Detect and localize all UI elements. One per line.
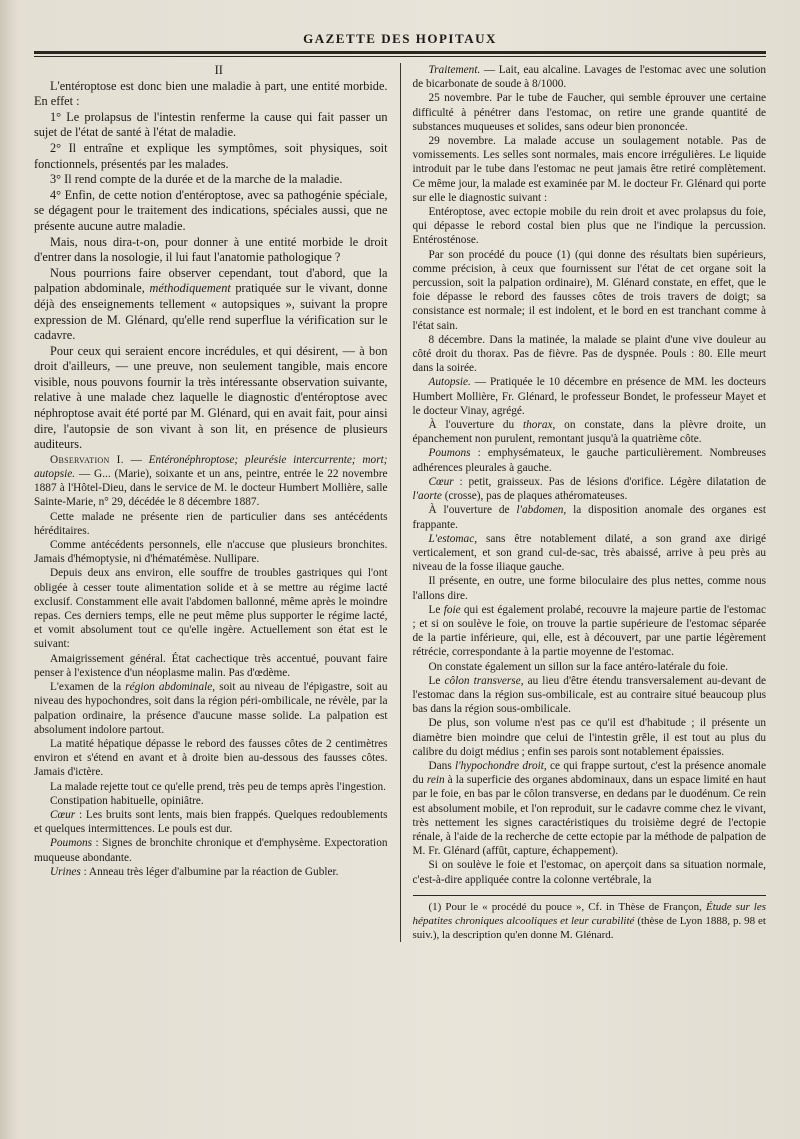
observation-paragraph: L'estomac, sans être notablement dilaté, a son grand axe dirigé verticalement, et son grand cul-de-sac, très abaissé, arrive à peu près au niveau de la fosse iliaque gauche. (412, 532, 766, 574)
observation-paragraph: De plus, son volume n'est pas ce qu'il est d'habitude ; il présente un diamètre bien moindre que celui de l'intestin grêle, il est tout au plus du calibre du doigt médius ; enfin ses parois sont notablement épaissies. (412, 717, 766, 758)
observation-paragraph: Cœur : Les bruits sont lents, mais bien frappés. Quelques redoublements et quelques intermittences. Le pouls est dur. (34, 808, 388, 836)
paragraph: 1° Le prolapsus de l'intestin renferme la cause qui fait passer un sujet de l'état de santé à l'état de maladie. (34, 109, 388, 140)
footnote-rule (413, 895, 767, 896)
observation-paragraph: 25 novembre. Par le tube de Faucher, qui semble éprouver une certaine difficulté à pénétrer dans l'estomac, on retire une grande quantité de substances muqueuses et solides, sans odeur bien prononcée. (412, 92, 766, 133)
footnote: (1) Pour le « procédé du pouce », Cf. in Thèse de Françon, Étude sur les hépatites chroniques alcooliques et leur curabilité (thèse de Lyon 1888, p. 98 et suiv.), la description qu'en donne M. Glénard. (412, 900, 766, 941)
observation-paragraph: Depuis deux ans environ, elle souffre de troubles gastriques qui l'ont obligée à cesser toute alimentation solide et à se mettre au régime lacté exclusif. Constamment elle avait l'abdomen ballonné, même après le moindre repas. Ces derniers temps, elle ne peut même plus supporter le régime lacté, et vomit absolument tout ce qu'elle ingère. Actuellement son état est le suivant: (34, 567, 388, 651)
observation-paragraph: La matité hépatique dépasse le rebord des fausses côtes de 2 centimètres environ et s'étend en avant et à droite bien au-dessous des fausses côtes. Jamais d'ictère. (34, 737, 388, 779)
header-rule-thin (34, 56, 766, 57)
paragraph: 2° Il entraîne et explique les symptômes, soit physiques, soit fonctionnels, présentés par les malades. (34, 140, 388, 171)
two-column-body (34, 63, 766, 942)
observation-paragraph: Autopsie. — Pratiquée le 10 décembre en présence de MM. les docteurs Humbert Mollière, Fr. Glénard, le professeur Bondet, le professeur Mayet et le docteur Vinay, agrégé. (412, 376, 766, 417)
observation-paragraph: L'examen de la région abdominale, soit au niveau de l'épigastre, soit au niveau des hypochondres, soit dans la région péri-ombilicale, ne révèle, par la palpation ordinaire, la présence d'aucune masse solide. La palpation est absolument indolore partout. (34, 681, 388, 736)
observation-paragraph: On constate également un sillon sur la face antéro-latérale du foie. (428, 660, 729, 673)
paragraph: Pour ceux qui seraient encore incrédules, et qui désirent, — à bon droit d'ailleurs, — une preuve, non seulement tangible, mais encore visible, nous pouvons fournir la très intéressante observation suivante, relative à une malade chez laquelle le diagnostic d'entéroptose avec néphroptose avait été porté par M. Glénard, qui en avait fait, pour ainsi dire, l'autopsie de son vivant à son lit, en présence de plusieurs auditeurs. (34, 343, 388, 452)
observation-paragraph: Poumons : Signes de bronchite chronique et d'emphysème. Expectoration muqueuse abondante. (34, 837, 388, 864)
paragraph: Nous pourrions faire observer cependant, tout d'abord, que la palpation abdominale, méthodiquement pratiquée sur le vivant, donne déjà des enseignements tellement « autopsiques », suivant la propre expression de M. Glénard, qu'elle rend superflue la vérification sur le cadavre. (34, 265, 388, 343)
observation-paragraph: 29 novembre. La malade accuse un soulagement notable. Pas de vomissements. Les selles sont normales, mais encore irrégulières. Le liquide introduit par le tube dans l'estomac ne peut jamais être retiré complètement. Ce même jour, la malade est examinée par M. le docteur Fr. Glénard qui porte sur elle le diagnostic suivant : (412, 135, 766, 204)
left-column (34, 63, 400, 942)
observation-paragraph: Si on soulève le foie et l'estomac, on aperçoit dans sa situation normale, c'est-à-dire appliquée contre la colonne vertébrale, la (412, 859, 766, 886)
observation-paragraph: À l'ouverture du thorax, on constate, dans la plèvre droite, un épanchement non purulent, remontant jusqu'à la quatrième côte. (412, 419, 766, 446)
observation-paragraph: À l'ouverture de l'abdomen, la disposition anomale des organes est frappante. (412, 504, 766, 531)
observation-paragraph: Urines : Anneau très léger d'albumine par la réaction de Gubler. (50, 865, 339, 878)
paragraph: 4° Enfin, de cette notion d'entéroptose, avec sa pathogénie spéciale, se dégagent pour le traitement des indications, spéciales aussi, que ne présente aucune autre maladie. (34, 187, 388, 233)
observation-paragraph: Le côlon transverse, au lieu d'être étendu transversalement au-devant de l'estomac dans la région sus-ombilicale, est au contraire situé beaucoup plus bas dans la région sous-ombilicale. (412, 674, 766, 716)
header-rule-thick (34, 51, 766, 54)
observation-block (34, 453, 388, 879)
observation-paragraph: Dans l'hypochondre droit, ce qui frappe surtout, c'est la présence anomale du rein à la superficie des organes abdominaux, dans un espace limité en haut par le foie, en bas par le côlon transverse, en dedans par le duodénum. Ce rein est absolument mobile, et l'on reproduit, sur le cadavre comme chez le vivant, très nettement les signes caractéristiques du troisième degré de l'ectopie rénale, à l'aide de la recherche de cette ectopie par la méthode de palpation de M. Fr. Glénard (affût, capture, échappement). (412, 759, 767, 858)
observation-paragraph: Poumons : emphysémateux, le gauche particulièrement. Nombreuses adhérences pleurales à gauche. (412, 447, 766, 474)
observation-paragraph: La malade rejette tout ce qu'elle prend, très peu de temps après l'ingestion. (50, 780, 386, 793)
running-head: GAZETTE DES HOPITAUX (303, 31, 497, 46)
observation-paragraph: Amaigrissement général. État cachectique très accentué, pouvant faire penser à l'existence d'un néoplasme malin. Pas d'œdème. (34, 652, 388, 679)
observation-paragraph: Comme antécédents personnels, elle n'accuse que plusieurs bronchites. Jamais d'hémoptysie, ni d'hématémèse. Nullipare. (34, 539, 388, 566)
paragraph: L'entéroptose est donc bien une maladie à part, une entité morbide. En effet : (34, 78, 388, 109)
observation-paragraph: Par son procédé du pouce (1) (qui donne des résultats bien supérieurs, comme précision, à ceux que fournissent sur l'état de cet organe soit la percussion, soit la palpation ordinaire), M. Glénard constate, en effet, que le foie dépasse le rebord des fausses côtes de trois travers de doigt; sa consistance est normale; il est indolent, et le bord en est tranchant comme à l'état sain. (412, 248, 766, 332)
observation-heading: Observation I. — Entéronéphroptose; pleurésie intercurrente; mort; autopsie. — G... (Marie), soixante et un ans, peintre, entrée le 22 novembre 1887 à l'Hôtel-Dieu, dans le service de M. le docteur Humbert Mollière, salle Sainte-Marie, n° 29, décédée le 8 décembre 1887. (34, 453, 388, 509)
observation-paragraph: Entéroptose, avec ectopie mobile du rein droit et avec prolapsus du foie, qui dépasse le rebord costal bien plus que ne l'indique la percussion. Entérosténose. (412, 206, 766, 247)
observation-paragraph: Constipation habituelle, opiniâtre. (50, 794, 204, 807)
observation-paragraph: Il présente, en outre, une forme biloculaire des plus nettes, comme nous l'allons dire. (412, 575, 766, 602)
observation-paragraph: Cœur : petit, graisseux. Pas de lésions d'orifice. Légère dilatation de l'aorte (crosse), pas de plaques athéromateuses. (412, 475, 766, 503)
observation-paragraph: Traitement. — Lait, eau alcaline. Lavages de l'estomac avec une solution de bicarbonate de soude à 8/1000. (412, 64, 766, 91)
observation-paragraph: Le foie qui est également prolabé, recouvre la majeure partie de l'estomac ; et si on soulève le foie, on trouve la partie supérieure de l'estomac séparée de la partie inférieure, qui, elle, est à découvert, par une partie légèrement rétrécie, correspondante à la partie moyenne de l'estomac. (412, 603, 766, 659)
section-number: II (214, 63, 223, 77)
paragraph: 3° Il rend compte de la durée et de la marche de la maladie. (50, 172, 343, 187)
observation-paragraph: Cette malade ne présente rien de particulier dans ses antécédents héréditaires. (34, 510, 388, 537)
right-column (400, 63, 767, 942)
paragraph: Mais, nous dira-t-on, pour donner à une entité morbide le droit d'entrer dans la nosologie, il lui faut l'anatomie pathologique ? (34, 234, 388, 265)
observation-paragraph: 8 décembre. Dans la matinée, la malade se plaint d'une vive douleur au côté droit du thorax. Pas de fièvre. Pas de dyspnée. Pouls : 80. Elle meurt dans la soirée. (412, 333, 766, 375)
